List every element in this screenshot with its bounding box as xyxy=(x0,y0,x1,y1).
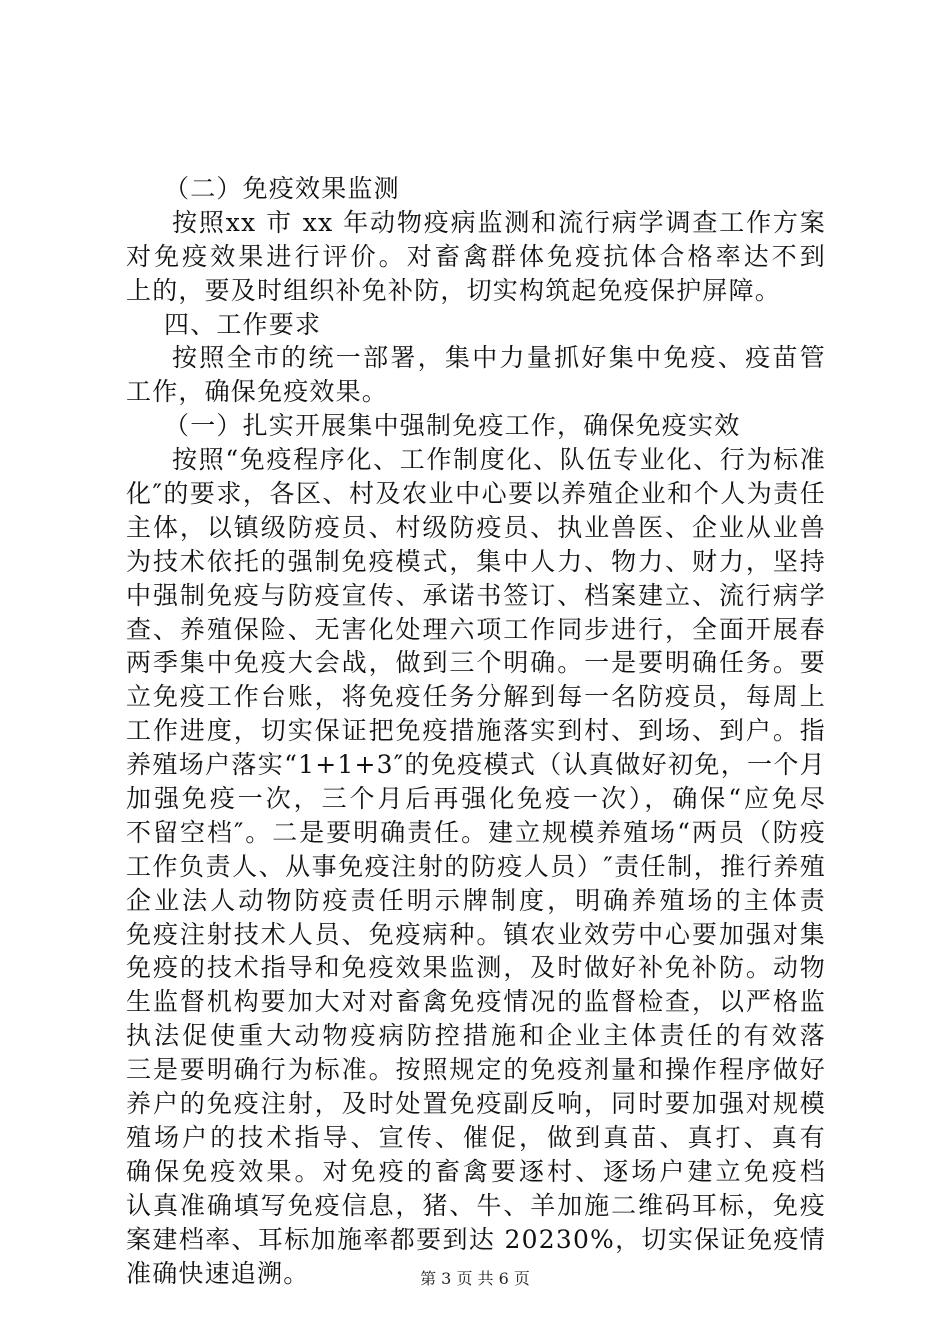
paragraph-line: 上的，要及时组织补免补防，切实构筑起免疫保护屏障。 xyxy=(126,275,782,305)
paragraph-line: 对免疫效果进行评价。对畜禽群体免疫抗体合格率达不到 xyxy=(126,241,826,271)
paragraph-line: 案建档率、耳标加施率都要到达 20230%，切实保证免疫情 xyxy=(126,1224,826,1254)
paragraph-line: 企业法人动物防疫责任明示牌制度，明确养殖场的主体责 xyxy=(126,885,826,915)
paragraph-line: 生监督机构要加大对对畜禽免疫情况的监督检查，以严格监 xyxy=(126,987,826,1017)
paragraph-line: 按照全市的统一部署，集中力量抓好集中免疫、疫苗管 xyxy=(172,343,826,373)
paragraph-line: 两季集中免疫大会战，做到三个明确。一是要明确任务。要 xyxy=(126,648,826,678)
paragraph-line: 按照“免疫程序化、工作制度化、队伍专业化、行为标准 xyxy=(172,445,826,475)
paragraph-line: 主体，以镇级防疫员、村级防疫员、执业兽医、企业从业兽 xyxy=(126,512,826,542)
paragraph-line: 认真准确填写免疫信息，猪、牛、羊加施二维码耳标，免疫 xyxy=(126,1190,826,1220)
paragraph-line: 三是要明确行为标准。按照规定的免疫剂量和操作程序做好 xyxy=(126,1055,826,1085)
paragraph-line: 准确快速追溯。 xyxy=(126,1258,310,1288)
paragraph-line: 化″的要求，各区、村及农业中心要以养殖企业和个人为责任 xyxy=(126,479,826,509)
section-heading-work-requirements: 四、工作要求 xyxy=(164,309,322,339)
section-heading-mandatory-immunization: （一）扎实开展集中强制免疫工作，确保免疫实效 xyxy=(164,411,741,441)
paragraph-line: 养户的免疫注射，及时处置免疫副反响，同时要加强对规模 xyxy=(126,1089,826,1119)
paragraph-line: 养殖场户落实“1+1+3″的免疫模式（认真做好初免，一个月 xyxy=(126,750,826,780)
paragraph-line: 工作负责人、从事免疫注射的防疫人员）″责任制，推行养殖 xyxy=(126,851,826,881)
paragraph-line: 加强免疫一次，三个月后再强化免疫一次），确保“应免尽 xyxy=(126,784,826,814)
paragraph-line: 工作进度，切实保证把免疫措施落实到村、到场、到户。指 xyxy=(126,716,826,746)
page-number-footer: 第 3 页 共 6 页 xyxy=(420,1269,530,1288)
paragraph-line: 立免疫工作台账，将免疫任务分解到每一名防疫员，每周上 xyxy=(126,682,826,712)
paragraph-line: 免疫的技术指导和免疫效果监测，及时做好补免补防。动物 xyxy=(126,953,826,983)
paragraph-line: 确保免疫效果。对免疫的畜禽要逐村、逐场户建立免疫档 xyxy=(126,1156,826,1186)
paragraph-line: 执法促使重大动物疫病防控措施和企业主体责任的有效落 xyxy=(126,1021,826,1051)
paragraph-line: 中强制免疫与防疫宣传、承诺书签订、档案建立、流行病学 xyxy=(126,580,826,610)
paragraph-line: 工作，确保免疫效果。 xyxy=(126,377,389,407)
paragraph-line: 按照xx 市 xx 年动物疫病监测和流行病学调查工作方案 xyxy=(172,207,826,237)
section-heading-immunity-monitoring: （二）免疫效果监测 xyxy=(164,174,400,203)
paragraph-line: 殖场户的技术指导、宣传、催促，做到真苗、真打、真有 xyxy=(126,1122,826,1152)
paragraph-line: 免疫注射技术人员、免疫病种。镇农业效劳中心要加强对集 xyxy=(126,919,826,949)
document-body xyxy=(126,172,826,1290)
paragraph-line: 查、养殖保险、无害化处理六项工作同步进行，全面开展春 xyxy=(126,614,826,644)
paragraph-line: 不留空档″。二是要明确责任。建立规模养殖场“两员（防疫 xyxy=(126,817,826,847)
paragraph-line: 为技术依托的强制免疫模式，集中人力、物力、财力，坚持 xyxy=(126,546,826,576)
